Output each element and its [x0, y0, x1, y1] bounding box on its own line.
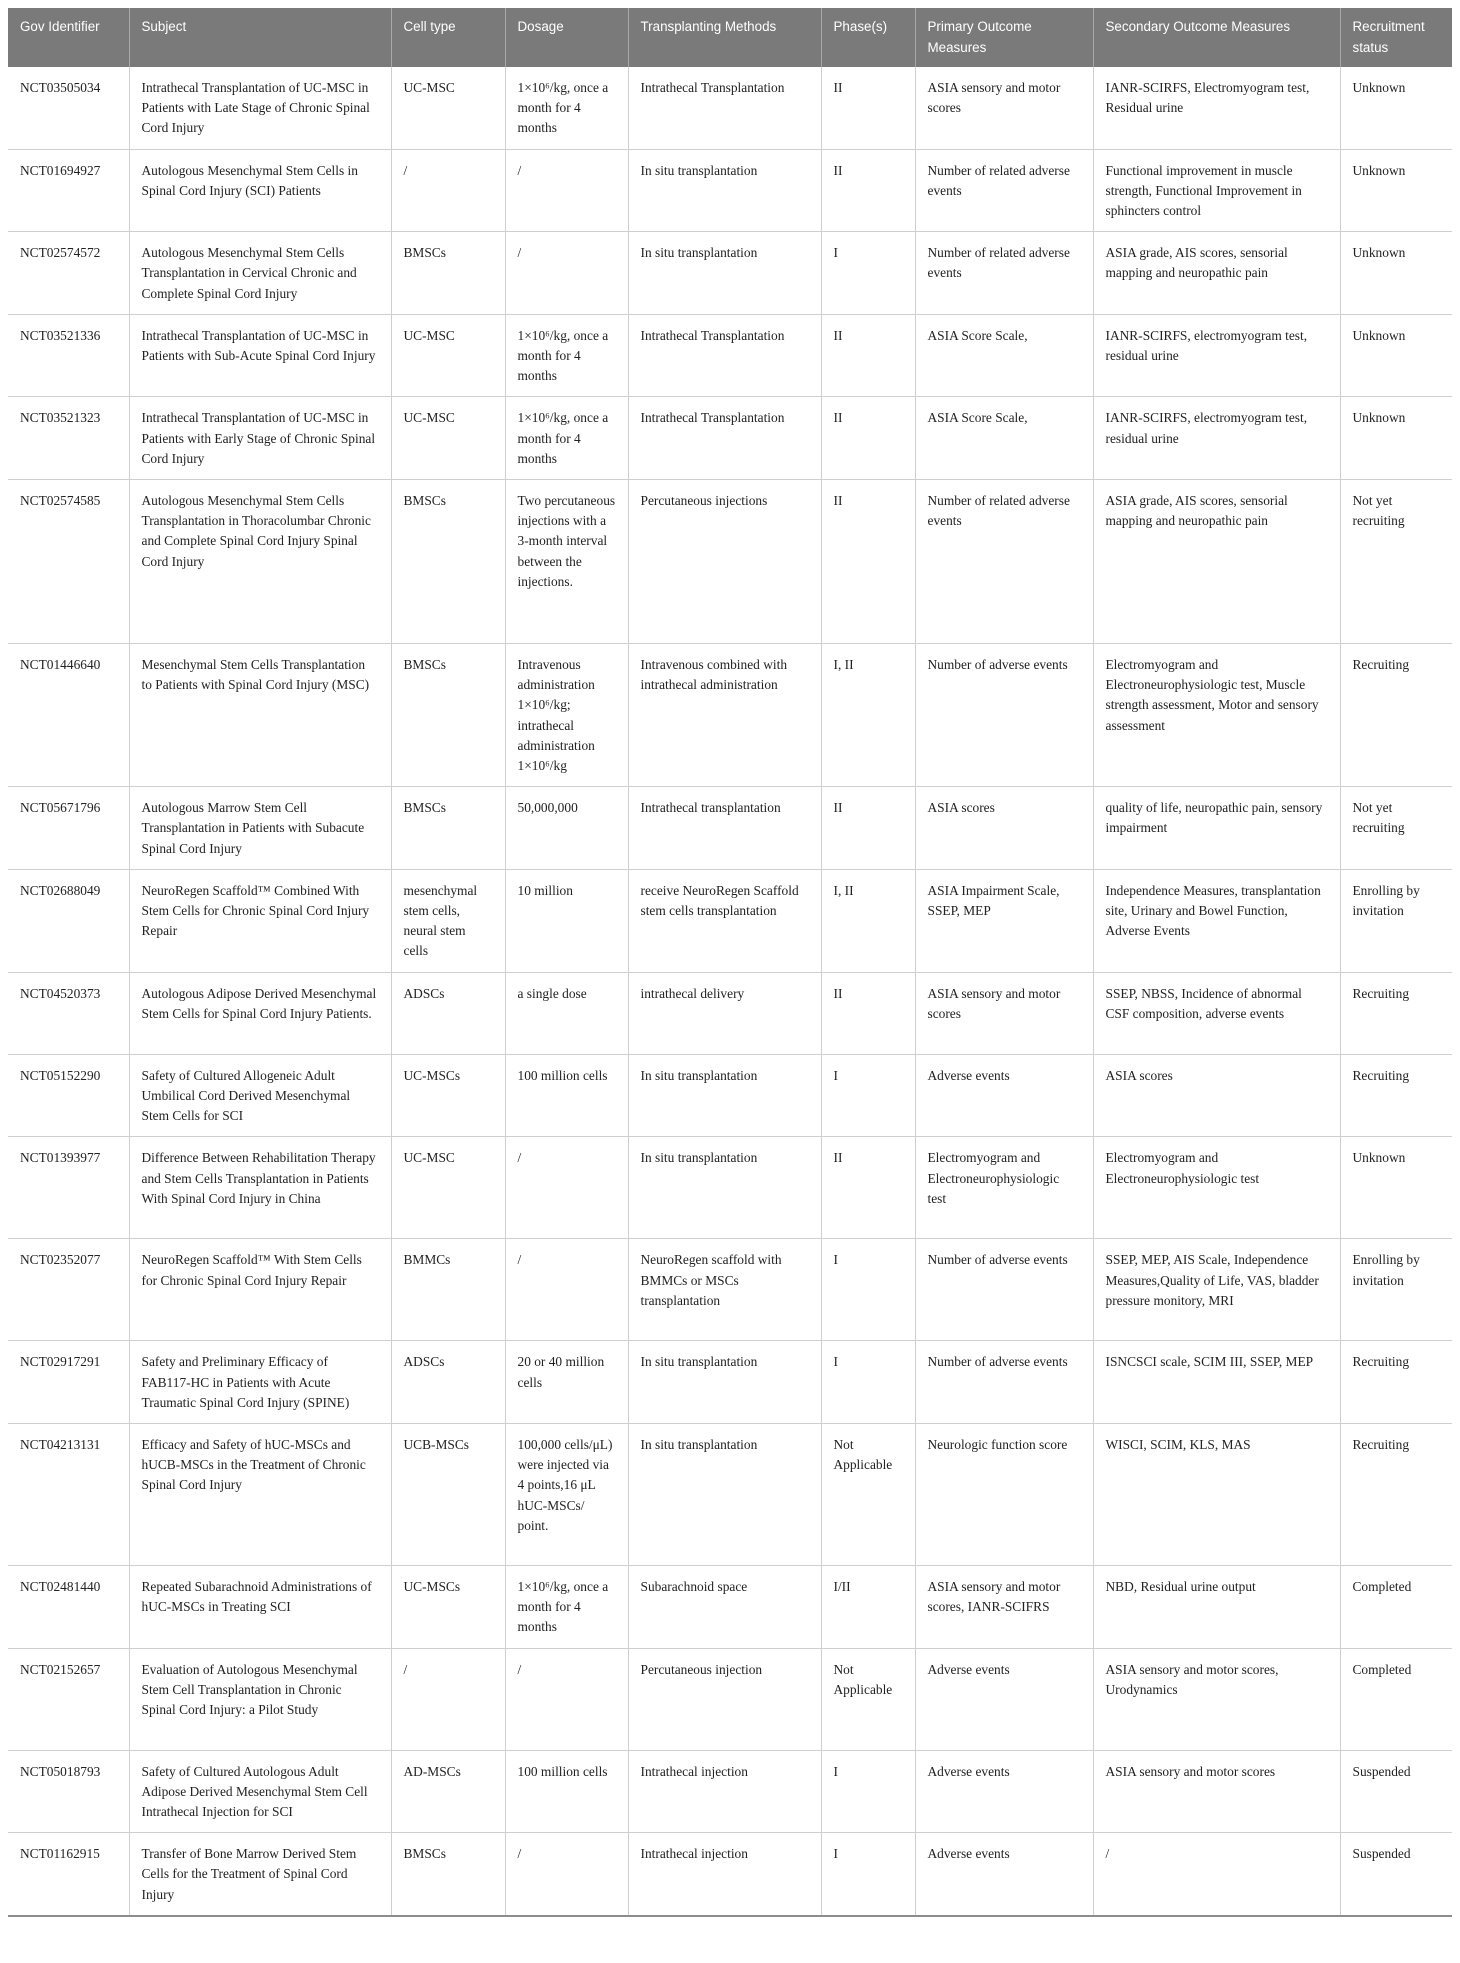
table-row — [8, 644, 1452, 787]
recruitment-status-cell: Recruiting — [1340, 1423, 1452, 1565]
gov-identifier-cell: NCT05671796 — [8, 787, 129, 870]
primary-outcome-cell: ASIA Score Scale, — [915, 397, 1093, 480]
primary-outcome-cell: ASIA scores — [915, 787, 1093, 870]
subject-cell: Safety and Preliminary Efficacy of FAB117-HC in Patients with Acute Traumatic Spinal Cord Injury (SPINE) — [129, 1341, 391, 1424]
dosage-cell: 50,000,000 — [505, 787, 628, 870]
dosage-cell: / — [505, 1137, 628, 1239]
transplanting-method-cell: Intrathecal Transplantation — [628, 314, 821, 397]
dosage-cell: / — [505, 1648, 628, 1750]
secondary-outcome-cell: ASIA scores — [1093, 1054, 1340, 1137]
dosage-cell: / — [505, 1833, 628, 1916]
phase-cell: II — [821, 972, 915, 1054]
dosage-cell: 1×10⁶/kg, once a month for 4 months — [505, 397, 628, 480]
transplanting-method-cell: In situ transplantation — [628, 1054, 821, 1137]
dosage-cell: 100,000 cells/μL) were injected via 4 points,16 μL hUC-MSCs/ point. — [505, 1423, 628, 1565]
table-row — [8, 1054, 1452, 1137]
table-row — [8, 67, 1452, 149]
dosage-cell: / — [505, 1239, 628, 1341]
subject-cell: Autologous Mesenchymal Stem Cells Transplantation in Thoracolumbar Chronic and Complete Spinal Cord Injury Spinal Cord Injury — [129, 480, 391, 644]
cell-type-cell: ADSCs — [391, 972, 505, 1054]
header-transplanting-methods: Transplanting Methods — [628, 8, 821, 67]
header-gov-identifier: Gov Identifier — [8, 8, 129, 67]
header-phases: Phase(s) — [821, 8, 915, 67]
table-row — [8, 149, 1452, 232]
subject-cell: Evaluation of Autologous Mesenchymal Stem Cell Transplantation in Chronic Spinal Cord Injury: a Pilot Study — [129, 1648, 391, 1750]
dosage-cell: / — [505, 149, 628, 232]
recruitment-status-cell: Suspended — [1340, 1833, 1452, 1916]
cell-type-cell: UC-MSC — [391, 1137, 505, 1239]
recruitment-status-cell: Unknown — [1340, 67, 1452, 149]
cell-type-cell: UC-MSCs — [391, 1565, 505, 1648]
dosage-cell: 100 million cells — [505, 1750, 628, 1833]
recruitment-status-cell: Unknown — [1340, 314, 1452, 397]
primary-outcome-cell: Adverse events — [915, 1054, 1093, 1137]
dosage-cell: a single dose — [505, 972, 628, 1054]
table-row — [8, 1565, 1452, 1648]
phase-cell: I — [821, 1341, 915, 1424]
secondary-outcome-cell: IANR-SCIRFS, electromyogram test, residual urine — [1093, 314, 1340, 397]
transplanting-method-cell: In situ transplantation — [628, 1341, 821, 1424]
cell-type-cell: UC-MSCs — [391, 1054, 505, 1137]
gov-identifier-cell: NCT01162915 — [8, 1833, 129, 1916]
transplanting-method-cell: Intravenous combined with intrathecal administration — [628, 644, 821, 787]
table-row — [8, 480, 1452, 644]
transplanting-method-cell: receive NeuroRegen Scaffold stem cells transplantation — [628, 869, 821, 972]
phase-cell: I/II — [821, 1565, 915, 1648]
secondary-outcome-cell: IANR-SCIRFS, Electromyogram test, Residual urine — [1093, 67, 1340, 149]
subject-cell: Mesenchymal Stem Cells Transplantation to Patients with Spinal Cord Injury (MSC) — [129, 644, 391, 787]
phase-cell: II — [821, 149, 915, 232]
table-row — [8, 1423, 1452, 1565]
gov-identifier-cell: NCT02688049 — [8, 869, 129, 972]
table-row — [8, 1750, 1452, 1833]
subject-cell: Intrathecal Transplantation of UC-MSC in Patients with Late Stage of Chronic Spinal Cord Injury — [129, 67, 391, 149]
table-row — [8, 232, 1452, 315]
header-dosage: Dosage — [505, 8, 628, 67]
transplanting-method-cell: In situ transplantation — [628, 1137, 821, 1239]
secondary-outcome-cell: ASIA sensory and motor scores — [1093, 1750, 1340, 1833]
recruitment-status-cell: Enrolling by invitation — [1340, 1239, 1452, 1341]
secondary-outcome-cell: ASIA grade, AIS scores, sensorial mapping and neuropathic pain — [1093, 480, 1340, 644]
recruitment-status-cell: Completed — [1340, 1648, 1452, 1750]
transplanting-method-cell: Intrathecal Transplantation — [628, 397, 821, 480]
secondary-outcome-cell: SSEP, NBSS, Incidence of abnormal CSF composition, adverse events — [1093, 972, 1340, 1054]
subject-cell: Intrathecal Transplantation of UC-MSC in Patients with Sub-Acute Spinal Cord Injury — [129, 314, 391, 397]
gov-identifier-cell: NCT05018793 — [8, 1750, 129, 1833]
recruitment-status-cell: Unknown — [1340, 232, 1452, 315]
recruitment-status-cell: Recruiting — [1340, 972, 1452, 1054]
cell-type-cell: / — [391, 149, 505, 232]
primary-outcome-cell: Neurologic function score — [915, 1423, 1093, 1565]
phase-cell: I — [821, 1054, 915, 1137]
gov-identifier-cell: NCT01446640 — [8, 644, 129, 787]
dosage-cell: Two percutaneous injections with a 3-month interval between the injections. — [505, 480, 628, 644]
header-primary-outcome: Primary Outcome Measures — [915, 8, 1093, 67]
secondary-outcome-cell: WISCI, SCIM, KLS, MAS — [1093, 1423, 1340, 1565]
subject-cell: Transfer of Bone Marrow Derived Stem Cells for the Treatment of Spinal Cord Injury — [129, 1833, 391, 1916]
subject-cell: Autologous Mesenchymal Stem Cells Transplantation in Cervical Chronic and Complete Spinal Cord Injury — [129, 232, 391, 315]
recruitment-status-cell: Suspended — [1340, 1750, 1452, 1833]
table-row — [8, 1341, 1452, 1424]
subject-cell: Repeated Subarachnoid Administrations of hUC-MSCs in Treating SCI — [129, 1565, 391, 1648]
subject-cell: Autologous Adipose Derived Mesenchymal Stem Cells for Spinal Cord Injury Patients. — [129, 972, 391, 1054]
dosage-cell: 100 million cells — [505, 1054, 628, 1137]
recruitment-status-cell: Completed — [1340, 1565, 1452, 1648]
dosage-cell: 20 or 40 million cells — [505, 1341, 628, 1424]
phase-cell: II — [821, 397, 915, 480]
secondary-outcome-cell: Independence Measures, transplantation site, Urinary and Bowel Function, Adverse Events — [1093, 869, 1340, 972]
phase-cell: I, II — [821, 644, 915, 787]
primary-outcome-cell: ASIA Score Scale, — [915, 314, 1093, 397]
subject-cell: Safety of Cultured Autologous Adult Adipose Derived Mesenchymal Stem Cell Intrathecal Injection for SCI — [129, 1750, 391, 1833]
primary-outcome-cell: ASIA Impairment Scale, SSEP, MEP — [915, 869, 1093, 972]
cell-type-cell: BMSCs — [391, 1833, 505, 1916]
primary-outcome-cell: Electromyogram and Electroneurophysiologic test — [915, 1137, 1093, 1239]
primary-outcome-cell: ASIA sensory and motor scores — [915, 67, 1093, 149]
secondary-outcome-cell: Electromyogram and Electroneurophysiologic test — [1093, 1137, 1340, 1239]
recruitment-status-cell: Not yet recruiting — [1340, 480, 1452, 644]
primary-outcome-cell: Number of related adverse events — [915, 232, 1093, 315]
dosage-cell: 1×10⁶/kg, once a month for 4 months — [505, 67, 628, 149]
primary-outcome-cell: Adverse events — [915, 1750, 1093, 1833]
secondary-outcome-cell: ASIA sensory and motor scores, Urodynamics — [1093, 1648, 1340, 1750]
dosage-cell: 1×10⁶/kg, once a month for 4 months — [505, 1565, 628, 1648]
transplanting-method-cell: Subarachnoid space — [628, 1565, 821, 1648]
gov-identifier-cell: NCT03505034 — [8, 67, 129, 149]
phase-cell: I — [821, 1750, 915, 1833]
phase-cell: II — [821, 787, 915, 870]
primary-outcome-cell: Number of related adverse events — [915, 480, 1093, 644]
table-row — [8, 1239, 1452, 1341]
dosage-cell: 1×10⁶/kg, once a month for 4 months — [505, 314, 628, 397]
cell-type-cell: UC-MSC — [391, 67, 505, 149]
phase-cell: Not Applicable — [821, 1423, 915, 1565]
header-cell-type: Cell type — [391, 8, 505, 67]
secondary-outcome-cell: ASIA grade, AIS scores, sensorial mapping and neuropathic pain — [1093, 232, 1340, 315]
gov-identifier-cell: NCT02574585 — [8, 480, 129, 644]
gov-identifier-cell: NCT02574572 — [8, 232, 129, 315]
dosage-cell: 10 million — [505, 869, 628, 972]
transplanting-method-cell: Percutaneous injection — [628, 1648, 821, 1750]
phase-cell: I — [821, 232, 915, 315]
subject-cell: Autologous Marrow Stem Cell Transplantation in Patients with Subacute Spinal Cord Injury — [129, 787, 391, 870]
transplanting-method-cell: NeuroRegen scaffold with BMMCs or MSCs transplantation — [628, 1239, 821, 1341]
transplanting-method-cell: In situ transplantation — [628, 232, 821, 315]
table-row — [8, 972, 1452, 1054]
phase-cell: I — [821, 1833, 915, 1916]
cell-type-cell: mesenchymal stem cells, neural stem cells — [391, 869, 505, 972]
primary-outcome-cell: ASIA sensory and motor scores, IANR-SCIFRS — [915, 1565, 1093, 1648]
transplanting-method-cell: Intrathecal Transplantation — [628, 67, 821, 149]
cell-type-cell: / — [391, 1648, 505, 1750]
table-row — [8, 869, 1452, 972]
phase-cell: I, II — [821, 869, 915, 972]
header-row — [8, 8, 1452, 67]
subject-cell: NeuroRegen Scaffold™ With Stem Cells for Chronic Spinal Cord Injury Repair — [129, 1239, 391, 1341]
recruitment-status-cell: Not yet recruiting — [1340, 787, 1452, 870]
transplanting-method-cell: Intrathecal injection — [628, 1750, 821, 1833]
transplanting-method-cell: intrathecal delivery — [628, 972, 821, 1054]
gov-identifier-cell: NCT04520373 — [8, 972, 129, 1054]
subject-cell: Efficacy and Safety of hUC-MSCs and hUCB-MSCs in the Treatment of Chronic Spinal Cord Injury — [129, 1423, 391, 1565]
recruitment-status-cell: Enrolling by invitation — [1340, 869, 1452, 972]
subject-cell: Intrathecal Transplantation of UC-MSC in Patients with Early Stage of Chronic Spinal Cord Injury — [129, 397, 391, 480]
dosage-cell: / — [505, 232, 628, 315]
gov-identifier-cell: NCT03521336 — [8, 314, 129, 397]
cell-type-cell: UCB-MSCs — [391, 1423, 505, 1565]
table-row — [8, 787, 1452, 870]
transplanting-method-cell: Percutaneous injections — [628, 480, 821, 644]
secondary-outcome-cell: SSEP, MEP, AIS Scale, Independence Measures,Quality of Life, VAS, bladder pressure monitory, MRI — [1093, 1239, 1340, 1341]
gov-identifier-cell: NCT04213131 — [8, 1423, 129, 1565]
cell-type-cell: BMSCs — [391, 787, 505, 870]
header-secondary-outcome: Secondary Outcome Measures — [1093, 8, 1340, 67]
gov-identifier-cell: NCT02917291 — [8, 1341, 129, 1424]
subject-cell: Difference Between Rehabilitation Therapy and Stem Cells Transplantation in Patients With Spinal Cord Injury in China — [129, 1137, 391, 1239]
primary-outcome-cell: Number of adverse events — [915, 1341, 1093, 1424]
primary-outcome-cell: ASIA sensory and motor scores — [915, 972, 1093, 1054]
cell-type-cell: UC-MSC — [391, 314, 505, 397]
dosage-cell: Intravenous administration 1×10⁶/kg; intrathecal administration 1×10⁶/kg — [505, 644, 628, 787]
secondary-outcome-cell: quality of life, neuropathic pain, sensory impairment — [1093, 787, 1340, 870]
secondary-outcome-cell: IANR-SCIRFS, electromyogram test, residual urine — [1093, 397, 1340, 480]
table-row — [8, 1833, 1452, 1916]
table-row — [8, 1648, 1452, 1750]
secondary-outcome-cell: Electromyogram and Electroneurophysiologic test, Muscle strength assessment, Motor and sensory assessment — [1093, 644, 1340, 787]
trials-table-container — [8, 8, 1452, 1917]
gov-identifier-cell: NCT03521323 — [8, 397, 129, 480]
transplanting-method-cell: In situ transplantation — [628, 149, 821, 232]
gov-identifier-cell: NCT01393977 — [8, 1137, 129, 1239]
phase-cell: II — [821, 480, 915, 644]
header-subject: Subject — [129, 8, 391, 67]
gov-identifier-cell: NCT02352077 — [8, 1239, 129, 1341]
gov-identifier-cell: NCT01694927 — [8, 149, 129, 232]
recruitment-status-cell: Unknown — [1340, 1137, 1452, 1239]
clinical-trials-table — [8, 8, 1452, 1917]
subject-cell: Safety of Cultured Allogeneic Adult Umbilical Cord Derived Mesenchymal Stem Cells for SCI — [129, 1054, 391, 1137]
recruitment-status-cell: Unknown — [1340, 397, 1452, 480]
phase-cell: II — [821, 67, 915, 149]
recruitment-status-cell: Recruiting — [1340, 1341, 1452, 1424]
gov-identifier-cell: NCT02481440 — [8, 1565, 129, 1648]
cell-type-cell: BMMCs — [391, 1239, 505, 1341]
gov-identifier-cell: NCT05152290 — [8, 1054, 129, 1137]
cell-type-cell: AD-MSCs — [391, 1750, 505, 1833]
recruitment-status-cell: Recruiting — [1340, 644, 1452, 787]
phase-cell: I — [821, 1239, 915, 1341]
primary-outcome-cell: Number of related adverse events — [915, 149, 1093, 232]
phase-cell: II — [821, 1137, 915, 1239]
transplanting-method-cell: In situ transplantation — [628, 1423, 821, 1565]
secondary-outcome-cell: NBD, Residual urine output — [1093, 1565, 1340, 1648]
cell-type-cell: UC-MSC — [391, 397, 505, 480]
table-row — [8, 314, 1452, 397]
secondary-outcome-cell: Functional improvement in muscle strength, Functional Improvement in sphincters control — [1093, 149, 1340, 232]
cell-type-cell: BMSCs — [391, 644, 505, 787]
subject-cell: NeuroRegen Scaffold™ Combined With Stem Cells for Chronic Spinal Cord Injury Repair — [129, 869, 391, 972]
gov-identifier-cell: NCT02152657 — [8, 1648, 129, 1750]
table-row — [8, 397, 1452, 480]
cell-type-cell: BMSCs — [391, 480, 505, 644]
transplanting-method-cell: Intrathecal injection — [628, 1833, 821, 1916]
phase-cell: II — [821, 314, 915, 397]
transplanting-method-cell: Intrathecal transplantation — [628, 787, 821, 870]
header-recruitment-status: Recruitment status — [1340, 8, 1452, 67]
phase-cell: Not Applicable — [821, 1648, 915, 1750]
recruitment-status-cell: Unknown — [1340, 149, 1452, 232]
subject-cell: Autologous Mesenchymal Stem Cells in Spinal Cord Injury (SCI) Patients — [129, 149, 391, 232]
table-row — [8, 1137, 1452, 1239]
cell-type-cell: BMSCs — [391, 232, 505, 315]
recruitment-status-cell: Recruiting — [1340, 1054, 1452, 1137]
cell-type-cell: ADSCs — [391, 1341, 505, 1424]
secondary-outcome-cell: / — [1093, 1833, 1340, 1916]
secondary-outcome-cell: ISNCSCI scale, SCIM III, SSEP, MEP — [1093, 1341, 1340, 1424]
primary-outcome-cell: Number of adverse events — [915, 1239, 1093, 1341]
primary-outcome-cell: Adverse events — [915, 1833, 1093, 1916]
primary-outcome-cell: Adverse events — [915, 1648, 1093, 1750]
primary-outcome-cell: Number of adverse events — [915, 644, 1093, 787]
